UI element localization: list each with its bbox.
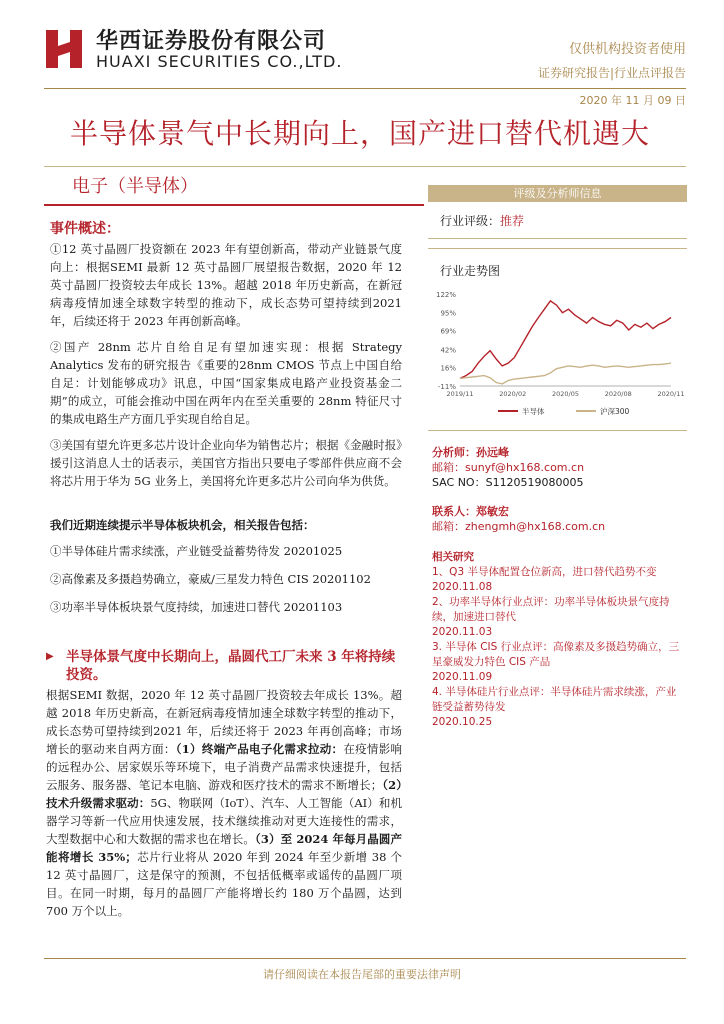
industry-underline (44, 204, 424, 206)
report-type: 证券研究报告|行业点评报告 (537, 66, 686, 80)
event-item-3: ③美国有望允许更多芯片设计企业向华为销售芯片；根据《金融时报》援引这消息人士的话表示，美国官方指出只要电子零部件供应商不会将芯片用于华为 5G 业务上，美国将允许更多芯片公司向华为供货。 (50, 438, 402, 488)
y-tick-label: 95% (440, 309, 456, 318)
rating-label: 行业评级： (440, 214, 501, 228)
related-item[interactable]: 1、Q3 半导体配置仓位新高，进口替代趋势不变 2020.11.08 (432, 566, 657, 593)
rating-box-header: 评级及分析师信息 (428, 185, 687, 202)
contact-label: 联系人： (432, 505, 476, 518)
legend-label: 半导体 (522, 407, 545, 416)
audience-note: 仅供机构投资者使用 (568, 42, 686, 57)
y-tick-label: 69% (440, 327, 456, 336)
analyst-block (432, 445, 605, 534)
related-research (432, 550, 684, 730)
triangle-bullet-icon: ▶ (46, 651, 54, 662)
section2-p3: 5G、物联网（IoT）、汽车、人工智能（AI）和机器学习等新一代应用快速发展，技术继续推动对更大连接性的需求，大型数据中心和大数据的需求也在增长。 (46, 796, 402, 846)
analyst-sac: SAC NO：S1120519080005 (432, 476, 584, 489)
related-item[interactable]: 4. 半导体硅片行业点评：半导体硅片需求续涨，产业链受益蓄势待发 2020.10.25 (432, 686, 677, 728)
rating-value: 推荐 (500, 214, 525, 228)
section2-heading: 半导体景气度中长期向上，晶圆代工厂未来 3 年将持续投资。 (66, 649, 396, 683)
title-divider (44, 166, 686, 167)
y-tick-label: 42% (440, 346, 456, 355)
x-tick-label: 2020/02 (499, 390, 527, 398)
section2-p2: 在疫情影响的远程办公、居家娱乐等环境下，电子消费产品需求快速提升，包括云服务、服务器、笔记本电脑、游戏和医疗技术的需求不断增长； (46, 742, 403, 792)
trend-chart-label: 行业走势图 (440, 264, 501, 278)
rating-divider-2 (428, 248, 687, 249)
chart-divider (428, 430, 687, 431)
contact-name: 郑敏宏 (476, 505, 509, 518)
header-divider (44, 88, 686, 89)
related-heading: 相关研究 (432, 551, 474, 563)
section2-heading-row (46, 648, 402, 684)
event-heading: 事件概述： (50, 221, 120, 237)
section2-b2: （2）技术升级需求驱动： (46, 778, 402, 810)
x-tick-label: 2020/05 (551, 390, 580, 398)
contact-email[interactable]: 邮箱：zhengmh@hx168.com.cn (432, 520, 606, 533)
report-title: 半导体景气中长期向上，国产进口替代机遇大 (70, 117, 651, 150)
section2-b3: （3）至 2024 年每月晶圆产能将增长 35%； (46, 832, 403, 864)
report-item-3: ③功率半导体板块景气度持续，加速进口替代 20201103 (50, 600, 343, 614)
footer-divider (44, 958, 686, 959)
report-date: 2020 年 11 月 09 日 (579, 94, 686, 107)
x-tick-label: 2020/11 (657, 390, 685, 398)
section2-p4: 芯片行业将从 2020 年到 2024 年至少新增 38 个 12 英寸晶圆厂，这是保守的预测，不包括低概率或谣传的晶圆厂项目。在同一时期，每月的晶圆厂产能将增长约 180 万个晶圆，达到 700 万个以上。 (46, 850, 402, 918)
footer-disclaimer: 请仔细阅读在本报告尾部的重要法律声明 (263, 968, 461, 981)
reports-intro: 我们近期连续提示半导体板块机会，相关报告包括： (50, 518, 315, 532)
y-tick-label: -11% (437, 383, 456, 391)
related-item[interactable]: 2、功率半导体行业点评：功率半导体板块景气度持续，加速进口替代 2020.11.03 (432, 596, 670, 638)
trend-chart (428, 286, 687, 426)
report-item-2: ②高像素及多摄趋势确立，豪威/三星发力特色 CIS 20201102 (50, 572, 371, 586)
analyst-name: 孙远峰 (476, 446, 509, 459)
section2-b1: （1）终端产品电子化需求拉动： (175, 742, 344, 756)
company-name-cn: 华西证券股份有限公司 (96, 28, 327, 54)
x-tick-label: 2020/08 (604, 390, 632, 398)
huaxi-logo-icon (44, 26, 84, 70)
event-item-2: ②国产 28nm 芯片自给自足有望加速实现：根据 Strategy Analytics 发布的研究报告《重要的28nm CMOS 节点上中国自给自足：计划能够成功》讯息，中国“国家集成电路产业投资基金二期”的成立，可能会推动中国在两年内在至关重要的 28nm 特征尺寸的集成电路生产方面几乎实现自给自足。 (50, 340, 402, 426)
analyst-label: 分析师： (432, 446, 476, 459)
y-tick-label: 16% (440, 364, 456, 373)
legend-label: 沪深300 (600, 407, 630, 416)
analyst-email[interactable]: 邮箱：sunyf@hx168.com.cn (432, 461, 585, 474)
rating-divider (428, 238, 687, 239)
event-item-1: ①12 英寸晶圆厂投资额在 2023 年有望创新高，带动产业链景气度向上：根据SEMI 最新 12 英寸晶圆厂展望报告数据，2020 年 12 英寸晶圆厂投资较去年成长 13%。超越 2018 年历史新高，在新冠病毒疫情加速全球数字转型的推动下，成长态势可望持续到2021 年，后续还将于 2023 年再创新高峰。 (50, 242, 402, 328)
y-tick-label: 122% (435, 291, 456, 299)
industry-label: 电子（半导体） (72, 176, 198, 197)
series-line-hs300 (460, 363, 671, 384)
section2-p1: 根据SEMI 数据，2020 年 12 英寸晶圆厂投资较去年成长 13%。超越 2018 年历史新高，在新冠病毒疫情加速全球数字转型的推动下，成长态势可望持续到2021 年，后续还将于 2023 年再创高峰；市场增长的驱动来自两方面： (46, 688, 402, 756)
report-item-1: ①半导体硅片需求续涨，产业链受益蓄势待发 20201025 (50, 544, 343, 558)
industry-rating (440, 212, 524, 229)
trend-chart-svg (428, 286, 687, 426)
related-item[interactable]: 3. 半导体 CIS 行业点评：高像素及多摄趋势确立，三星豪威发力特色 CIS 产品 2020.11.09 (432, 641, 680, 683)
x-tick-label: 2019/11 (446, 390, 474, 398)
company-name-en: HUAXI SECURITIES CO.,LTD. (96, 52, 343, 71)
section2-body (46, 686, 402, 920)
